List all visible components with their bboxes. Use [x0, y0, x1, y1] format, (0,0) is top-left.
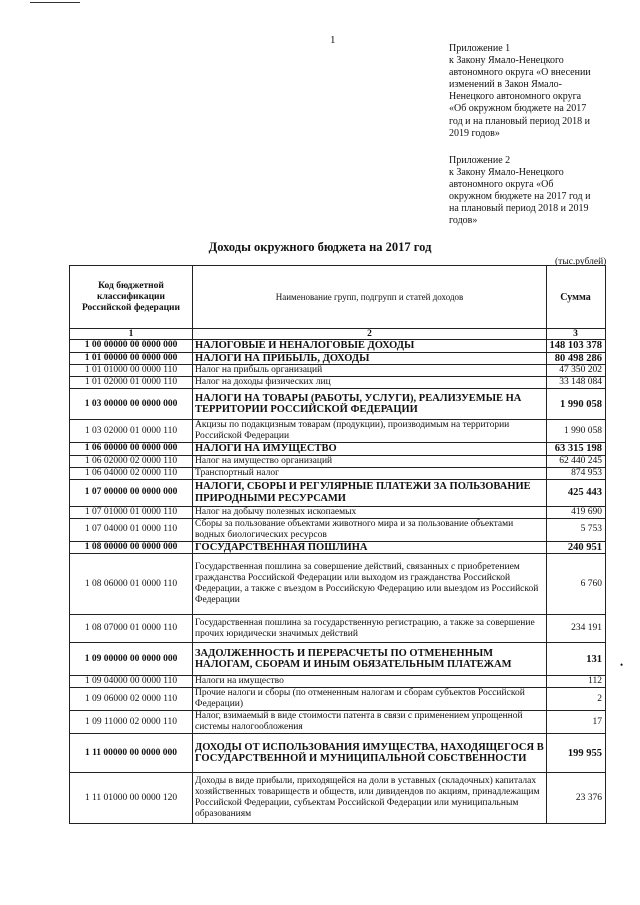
code-cell: 1 06 04000 02 0000 110: [70, 467, 193, 479]
code-cell: 1 08 06000 01 0000 110: [70, 554, 193, 615]
header-sum: Сумма: [547, 266, 606, 329]
code-cell: 1 06 02000 02 0000 110: [70, 455, 193, 467]
sum-cell: 874 953: [547, 467, 606, 479]
code-cell: 1 07 00000 00 0000 000: [70, 479, 193, 506]
code-cell: 1 03 02000 01 0000 110: [70, 420, 193, 443]
sum-cell: 1 990 058: [547, 420, 606, 443]
sum-cell: 62 440 245: [547, 455, 606, 467]
column-number-row: [70, 329, 606, 340]
table-row: [70, 352, 606, 365]
sum-cell: 425 443: [547, 479, 606, 506]
appendix-1-line: к Закону Ямало-Ненецкого: [449, 55, 564, 67]
name-cell: НАЛОГИ НА ИМУЩЕСТВО: [193, 443, 547, 456]
name-cell: ЗАДОЛЖЕННОСТЬ И ПЕРЕРАСЧЕТЫ ПО ОТМЕНЕННЫМ НАЛОГАМ, СБОРАМ И ИНЫМ ОБЯЗАТЕЛЬНЫМ ПЛАТЕЖАМ: [193, 643, 547, 676]
code-cell: 1 06 00000 00 0000 000: [70, 443, 193, 456]
sum-cell: 419 690: [547, 506, 606, 518]
appendix-2-note: [449, 155, 609, 228]
sum-cell: 80 498 286: [547, 352, 606, 365]
table-row: [70, 734, 606, 773]
appendix-2-line: на плановый период 2018 и 2019: [449, 203, 589, 215]
appendix-1-line: автономного округа «О внесении: [449, 67, 591, 79]
sum-cell: 17: [547, 711, 606, 734]
sum-cell: 2: [547, 688, 606, 711]
code-cell: 1 00 00000 00 0000 000: [70, 340, 193, 353]
table-row: [70, 420, 606, 443]
column-number: 2: [193, 329, 547, 340]
code-cell: 1 01 02000 01 0000 110: [70, 377, 193, 389]
table-row: [70, 365, 606, 377]
table-row: [70, 479, 606, 506]
name-cell: Налог на добычу полезных ископаемых: [193, 506, 547, 518]
appendix-1-note: [449, 43, 609, 140]
code-cell: 1 09 00000 00 0000 000: [70, 643, 193, 676]
sum-cell: 47 350 202: [547, 365, 606, 377]
sum-cell: 1 990 058: [547, 389, 606, 420]
document-title: Доходы окружного бюджета на 2017 год: [208, 240, 432, 254]
name-cell: Государственная пошлина за государственную регистрацию, а также за совершение прочих юридически значимых действий: [193, 615, 547, 643]
code-cell: 1 09 04000 00 0000 110: [70, 676, 193, 688]
header-code: Код бюджетной классификации Российской федерации: [70, 266, 193, 329]
appendix-2-line: Приложение 2: [449, 155, 511, 166]
sum-cell: 240 951: [547, 541, 606, 554]
units-label: (тыс.рублей): [555, 257, 607, 267]
code-cell: 1 01 00000 00 0000 000: [70, 352, 193, 365]
appendix-1-line: год и на плановый период 2018 и: [449, 115, 591, 127]
table-row: [70, 615, 606, 643]
sum-cell: 131: [547, 643, 606, 676]
table-row: [70, 455, 606, 467]
table-row: [70, 711, 606, 734]
table-row: [70, 506, 606, 518]
column-number: 1: [70, 329, 193, 340]
code-cell: 1 09 11000 02 0000 110: [70, 711, 193, 734]
table-row: [70, 377, 606, 389]
appendix-1-line: 2019 годов»: [449, 127, 500, 139]
code-cell: 1 08 00000 00 0000 000: [70, 541, 193, 554]
sum-cell: 5 753: [547, 518, 606, 541]
name-cell: НАЛОГОВЫЕ И НЕНАЛОГОВЫЕ ДОХОДЫ: [193, 340, 547, 353]
sum-cell: 63 315 198: [547, 443, 606, 456]
top-rule: [30, 2, 80, 3]
table-row: [70, 389, 606, 420]
margin-mark: •: [620, 660, 624, 670]
name-cell: НАЛОГИ, СБОРЫ И РЕГУЛЯРНЫЕ ПЛАТЕЖИ ЗА ПОЛЬЗОВАНИЕ ПРИРОДНЫМИ РЕСУРСАМИ: [193, 479, 547, 506]
name-cell: Государственная пошлина за совершение действий, связанных с приобретением гражданства Российской Федерации или выходом из гражданства Российской Федерации, а также с въездом в Российскую Федерацию или выездом из Российской Федерации: [193, 554, 547, 615]
appendix-2-line: окружном бюджете на 2017 год и: [449, 191, 591, 203]
sum-cell: 199 955: [547, 734, 606, 773]
table-row: [70, 688, 606, 711]
appendix-1-line: Приложение 1: [449, 43, 511, 54]
name-cell: Налог на доходы физических лиц: [193, 377, 547, 389]
header-name: Наименование групп, подгрупп и статей доходов: [193, 266, 547, 329]
code-cell: 1 01 01000 00 0000 110: [70, 365, 193, 377]
appendix-1-line: изменений в Закон Ямало-: [449, 79, 562, 91]
code-cell: 1 11 00000 00 0000 000: [70, 734, 193, 773]
appendix-1-line: «Об окружном бюджете на 2017: [449, 103, 587, 115]
table-header-row: [70, 266, 606, 329]
name-cell: Налог на имущество организаций: [193, 455, 547, 467]
name-cell: Налог, взимаемый в виде стоимости патента в связи с применением упрощенной системы налогообложения: [193, 711, 547, 734]
code-cell: 1 11 01000 00 0000 120: [70, 773, 193, 824]
name-cell: НАЛОГИ НА ТОВАРЫ (РАБОТЫ, УСЛУГИ), РЕАЛИЗУЕМЫЕ НА ТЕРРИТОРИИ РОССИЙСКОЙ ФЕДЕРАЦИИ: [193, 389, 547, 420]
table-row: [70, 340, 606, 353]
name-cell: Доходы в виде прибыли, приходящейся на доли в уставных (складочных) капиталах хозяйственных товариществ и обществ, или дивидендов по акциям, принадлежащим Российской Федерации, субъектам Российской Федерации или муниципальным образованиям: [193, 773, 547, 824]
code-cell: 1 07 04000 01 0000 110: [70, 518, 193, 541]
sum-cell: 33 148 084: [547, 377, 606, 389]
appendix-2-line: автономного округа «Об: [449, 179, 554, 191]
code-cell: 1 09 06000 02 0000 110: [70, 688, 193, 711]
sum-cell: 112: [547, 676, 606, 688]
code-cell: 1 07 01000 01 0000 110: [70, 506, 193, 518]
name-cell: Прочие налоги и сборы (по отмененным налогам и сборам субъектов Российской Федерации): [193, 688, 547, 711]
appendix-1-line: Ненецкого автономного округа: [449, 91, 582, 103]
sum-cell: 234 191: [547, 615, 606, 643]
sum-cell: 148 103 378: [547, 340, 606, 353]
name-cell: Транспортный налог: [193, 467, 547, 479]
code-cell: 1 03 00000 00 0000 000: [70, 389, 193, 420]
table-row: [70, 676, 606, 688]
name-cell: ГОСУДАРСТВЕННАЯ ПОШЛИНА: [193, 541, 547, 554]
table-row: [70, 467, 606, 479]
code-cell: 1 08 07000 01 0000 110: [70, 615, 193, 643]
appendix-2-line: годов»: [449, 215, 478, 227]
sum-cell: 6 760: [547, 554, 606, 615]
name-cell: Налоги на имущество: [193, 676, 547, 688]
name-cell: ДОХОДЫ ОТ ИСПОЛЬЗОВАНИЯ ИМУЩЕСТВА, НАХОДЯЩЕГОСЯ В ГОСУДАРСТВЕННОЙ И МУНИЦИПАЛЬНОЙ СОБСТВЕННОСТИ: [193, 734, 547, 773]
table-row: [70, 443, 606, 456]
name-cell: Сборы за пользование объектами животного мира и за пользование объектами водных биологических ресурсов: [193, 518, 547, 541]
page-number: 1: [330, 34, 336, 46]
revenue-table: [69, 265, 606, 824]
appendix-2-line: к Закону Ямало-Ненецкого: [449, 167, 564, 179]
name-cell: НАЛОГИ НА ПРИБЫЛЬ, ДОХОДЫ: [193, 352, 547, 365]
table-row: [70, 541, 606, 554]
table-row: [70, 643, 606, 676]
table-row: [70, 554, 606, 615]
column-number: 3: [547, 329, 606, 340]
sum-cell: 23 376: [547, 773, 606, 824]
table-row: [70, 773, 606, 824]
name-cell: Акцизы по подакцизным товарам (продукции), производимым на территории Российской Федерации: [193, 420, 547, 443]
name-cell: Налог на прибыль организаций: [193, 365, 547, 377]
table-row: [70, 518, 606, 541]
